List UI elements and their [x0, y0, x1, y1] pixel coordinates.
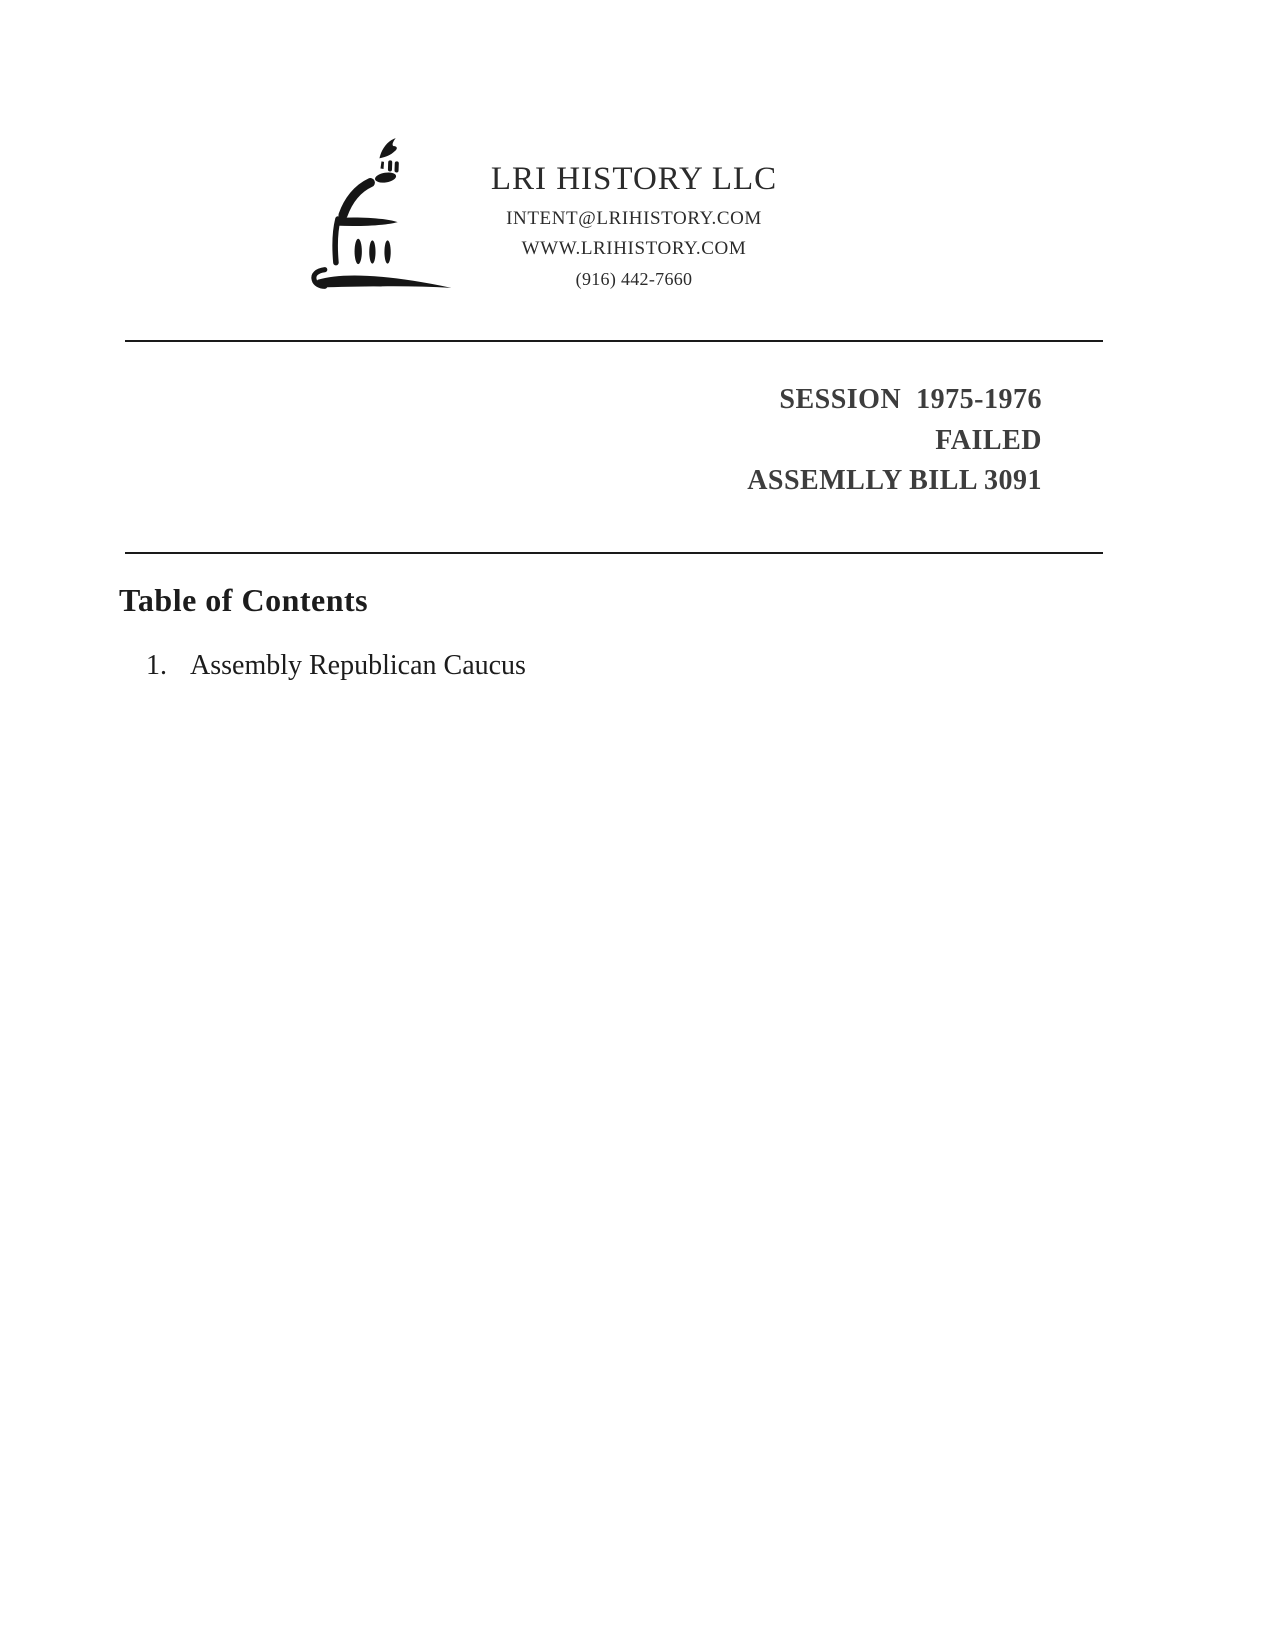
session-block: [747, 380, 1042, 502]
toc-item: [0, 648, 1276, 684]
letterhead: [434, 160, 834, 295]
toc-list: [0, 648, 1276, 684]
company-name: LRI HISTORY LLC: [490, 161, 778, 197]
company-email: INTENT@LRIHISTORY.COM: [506, 208, 762, 229]
status-line: FAILED: [935, 424, 1042, 456]
divider-top: [125, 340, 1103, 342]
company-website: WWW.LRIHISTORY.COM: [521, 238, 747, 259]
session-line: SESSION 1975-1976: [779, 384, 1042, 415]
toc-item-number: 1.: [146, 650, 167, 681]
toc-item-label: Assembly Republican Caucus: [190, 650, 526, 681]
divider-bottom: [125, 552, 1103, 554]
bill-line: ASSEMLLY BILL 3091: [747, 465, 1042, 496]
toc-heading: Table of Contents: [119, 582, 369, 618]
company-phone: (916) 442-7660: [575, 269, 693, 289]
